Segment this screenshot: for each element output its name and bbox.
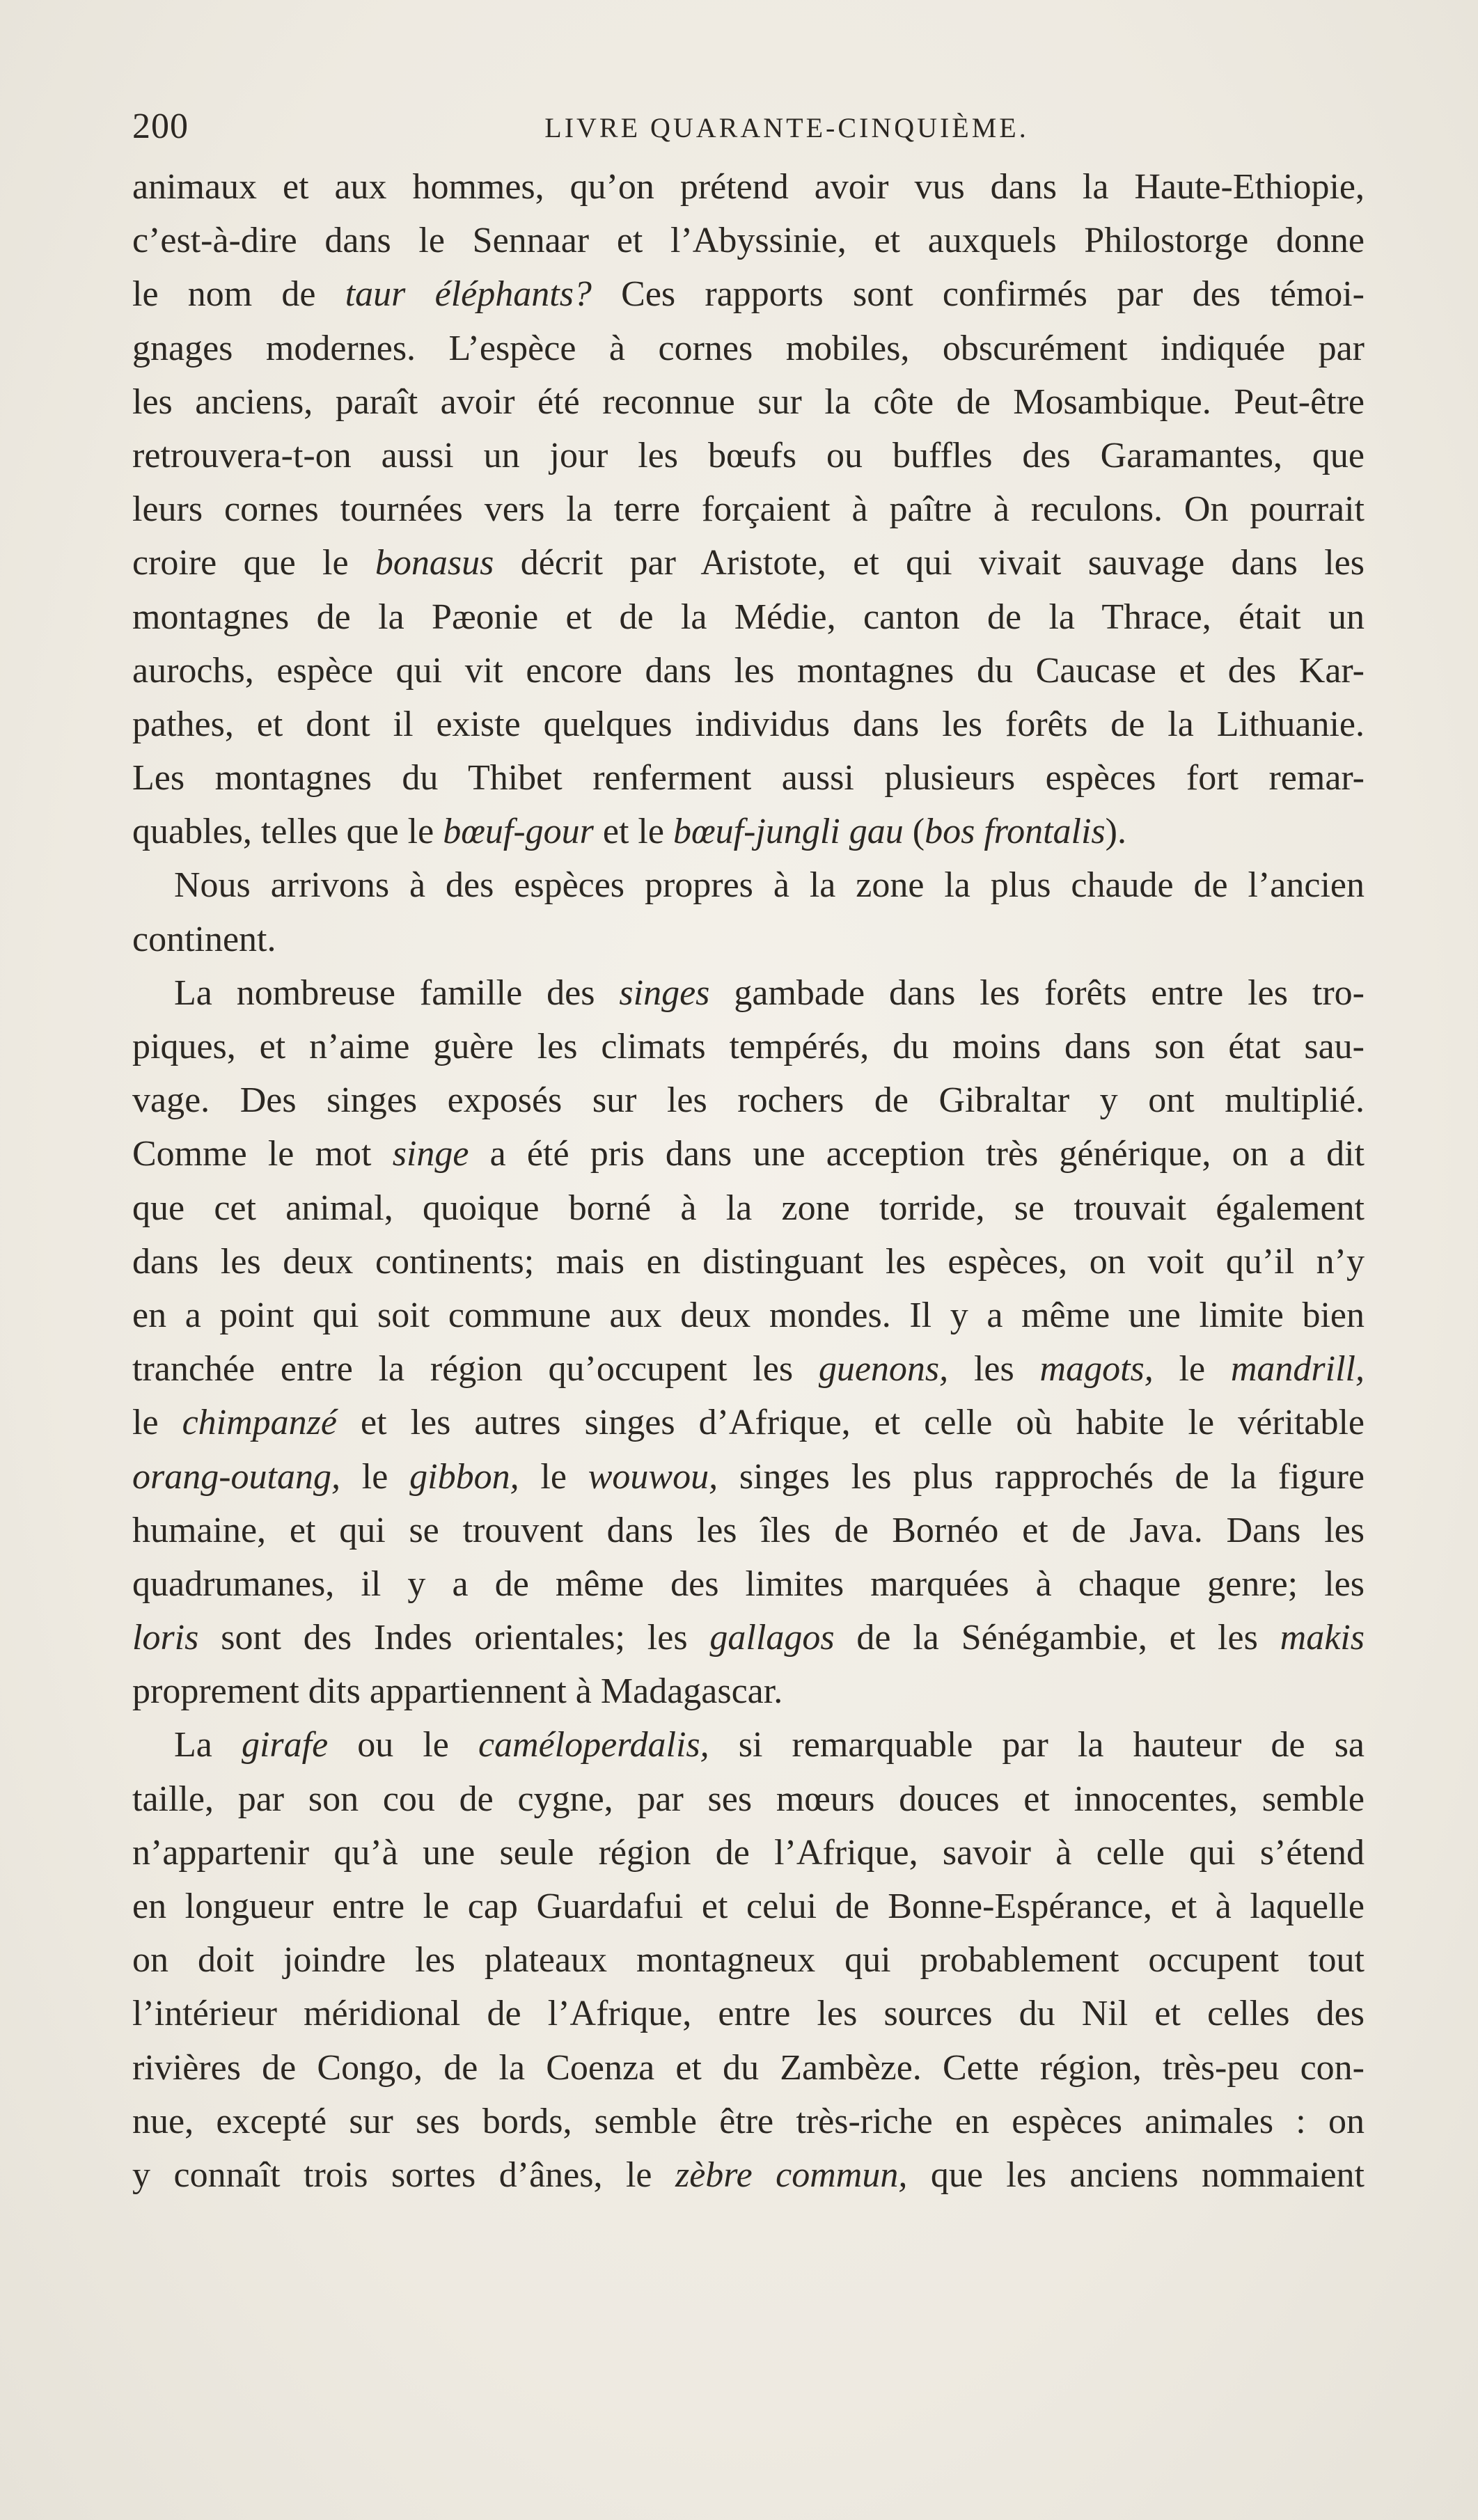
text-line [132,1933,1365,1987]
text-segment: quables, telles que le [132,812,443,852]
text-segment: leurs cornes tournées vers la terre forçaient à paître à reculons. On pourrait [132,489,1365,530]
text-segment: c’est-à-dire dans le Sennaar et l’Abyssinie, et auxquels Philostorge donne [132,221,1365,261]
italic-term: guenons, [818,1349,949,1389]
italic-term: loris [132,1618,199,1658]
text-segment: continent. [132,919,276,959]
italic-term: orang-outang, [132,1456,340,1497]
text-segment: n’appartenir qu’à une seule région de l’Afrique, savoir à celle qui s’étend [132,1832,1365,1873]
text-segment: le nom de [132,274,345,315]
text-segment: montagnes de la Pæonie et de la Médie, canton de la Thrace, était un [132,597,1365,637]
italic-term: bœuf-jungli gau [673,812,904,852]
text-segment: La [174,1725,242,1765]
italic-term: chimpanzé [182,1403,337,1443]
text-segment: ). [1105,812,1126,852]
text-line [132,1504,1365,1557]
text-line [132,214,1365,267]
italic-term: singes [619,972,710,1013]
text-line [132,1880,1365,1933]
text-segment: Les montagnes du Thibet renferment aussi plusieurs espèces fort remar- [132,758,1365,798]
italic-term: magots, [1039,1349,1154,1389]
text-segment: gambade dans les forêts entre les tro- [709,972,1365,1013]
text-line [132,1342,1365,1396]
text-segment: croire que le [132,543,375,583]
text-line [132,805,1365,858]
text-segment: le [340,1456,410,1497]
text-segment: ( [903,812,925,852]
text-segment: taille, par son cou de cygne, par ses mœurs douces et innocentes, semble [132,1779,1365,1819]
text-line [132,1127,1365,1181]
text-segment: et les autres singes d’Afrique, et celle où habite le véritable [336,1403,1365,1443]
text-segment: les anciens, paraît avoir été reconnue sur la côte de Mosambique. Peut-être [132,381,1365,422]
italic-term: gibbon, [409,1456,519,1497]
text-line [132,913,1365,966]
text-segment: aurochs, espèce qui vit encore dans les montagnes du Caucase et des Kar- [132,650,1365,691]
italic-term: gallagos [709,1618,835,1658]
text-segment: en a point qui soit commune aux deux mondes. Il y a même une limite bien [132,1295,1365,1335]
text-segment: on doit joindre les plateaux montagneux qui probablement occupent tout [132,1940,1365,1980]
text-line [132,1396,1365,1449]
text-segment: gnages modernes. L’espèce à cornes mobiles, obscurément indiquée par [132,328,1365,368]
text-segment: que les anciens nommaient [907,2155,1365,2195]
italic-term: singe [392,1134,469,1174]
text-segment: le [132,1403,182,1443]
text-segment: tranchée entre la région qu’occupent les [132,1349,819,1389]
text-line [132,1450,1365,1504]
text-line [132,1073,1365,1127]
text-segment: retrouvera-t-on aussi un jour les bœufs ou buffles des Garamantes, que [132,435,1365,475]
text-line [132,267,1365,321]
text-line [132,1557,1365,1611]
text-line [132,536,1365,590]
text-line [132,1181,1365,1235]
text-segment: Ces rapports sont confirmés par des témoi- [591,274,1365,315]
text-segment: vage. Des singes exposés sur les rochers de Gibraltar y ont multiplié. [132,1080,1365,1121]
text-segment: le [519,1456,588,1497]
text-line [132,1718,1365,1772]
page-header [132,99,1378,155]
text-line [132,375,1365,429]
text-segment: décrit par Aristote, et qui vivait sauvage dans les [494,543,1365,583]
text-line [132,2095,1365,2148]
text-segment: Nous arrivons à des espèces propres à la zone la plus chaude de l’ancien [174,865,1365,906]
text-segment: animaux et aux hommes, qu’on prétend avoir vus dans la Haute-Ethiopie, [132,167,1365,207]
text-line [132,1235,1365,1289]
text-line [132,1664,1365,1718]
text-line [132,698,1365,751]
italic-term: bos frontalis [925,812,1106,852]
italic-term: bœuf-gour [443,812,594,852]
text-segment: proprement dits appartiennent à Madagascar. [132,1671,783,1712]
text-line [132,644,1365,698]
text-line [132,751,1365,805]
text-segment: rivières de Congo, de la Coenza et du Zambèze. Cette région, très-peu con- [132,2047,1365,2088]
text-segment: dans les deux continents; mais en distinguant les espèces, on voit qu’il n’y [132,1241,1365,1282]
text-line [132,966,1365,1020]
text-line [132,1020,1365,1073]
text-segment: les [948,1349,1040,1389]
text-segment: de la Sénégambie, et les [834,1618,1280,1658]
italic-term: wouwou, [588,1456,718,1497]
text-line [132,2148,1365,2202]
text-segment: quadrumanes, il y a de même des limites marquées à chaque genre; les [132,1564,1365,1604]
text-line [132,482,1365,536]
text-segment: si remarquable par la hauteur de sa [709,1725,1365,1765]
text-segment: singes les plus rapprochés de la figure [718,1456,1365,1497]
running-title: LIVRE QUARANTE-CINQUIÈME. [544,112,1029,143]
body-text [132,160,1365,2202]
text-segment: piques, et n’aime guère les climats tempérés, du moins dans son état sau- [132,1027,1365,1066]
text-segment: humaine, et qui se trouvent dans les îles de Bornéo et de Java. Dans les [132,1510,1365,1550]
text-line [132,1826,1365,1880]
page-number: 200 [132,107,189,146]
text-segment: ou le [328,1725,478,1765]
italic-term: makis [1280,1618,1365,1658]
italic-term: taur éléphants? [345,274,592,315]
italic-term: mandrill, [1230,1349,1365,1389]
text-segment: et le [593,812,673,852]
text-line [132,429,1365,482]
text-segment: pathes, et dont il existe quelques individus dans les forêts de la Lithuanie. [132,704,1365,744]
italic-term: caméloperdalis, [478,1725,709,1765]
text-segment: sont des Indes orientales; les [198,1618,710,1658]
text-segment: en longueur entre le cap Guardafui et celui de Bonne-Espérance, et à laquelle [132,1887,1365,1926]
text-segment: nue, excepté sur ses bords, semble être très-riche en espèces animales : on [132,2101,1365,2141]
text-line [132,160,1365,214]
text-line [132,1772,1365,1826]
text-line [132,1611,1365,1664]
text-line [132,858,1365,912]
text-segment: l’intérieur méridional de l’Afrique, entre les sources du Nil et celles des [132,1994,1365,2034]
text-line [132,2041,1365,2095]
text-segment: le [1153,1349,1231,1389]
text-segment: y connaît trois sortes d’ânes, le [132,2155,675,2195]
italic-term: girafe [241,1725,329,1765]
text-segment: Comme le mot [132,1134,393,1174]
text-line [132,1289,1365,1342]
text-segment: que cet animal, quoique borné à la zone torride, se trouvait également [132,1188,1365,1228]
text-line [132,322,1365,375]
text-segment: La nombreuse famille des [174,972,620,1013]
italic-term: zèbre commun, [675,2155,908,2195]
text-line [132,590,1365,644]
italic-term: bonasus [375,543,494,583]
text-segment: a été pris dans une acception très générique, on a dit [469,1134,1365,1174]
text-line [132,1987,1365,2040]
